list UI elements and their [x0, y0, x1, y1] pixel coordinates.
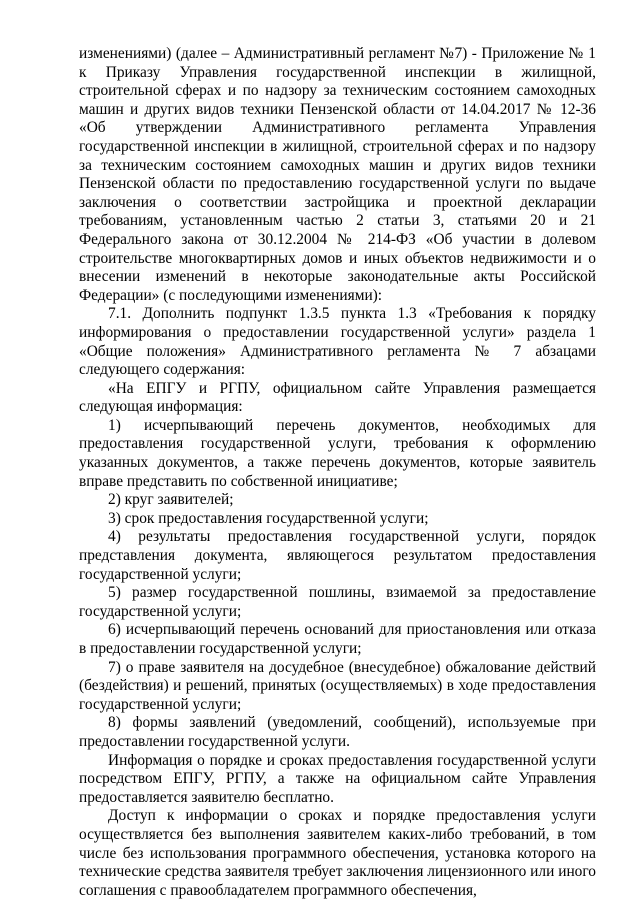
list-item-1: 1) исчерпывающий перечень документов, необходимых для предоставления государственной услуги, требования к оформлению указанных документов, а также перечень документов, которые заявитель вправе представить по собственной инициативе; — [79, 416, 596, 490]
list-item-8: 8) формы заявлений (уведомлений, сообщений), используемые при предоставлении государственной услуги. — [79, 714, 596, 750]
list-item-7: 7) о праве заявителя на досудебное (внесудебное) обжалование действий (бездействия) и решений, принятых (осуществляемых) в ходе предоставления государственной услуги; — [79, 658, 596, 713]
paragraph-access: Доступ к информации о сроках и порядке предоставления услуги осуществляется без выполнения заявителем каких-либо требований, в том числе без использования программного обеспечения, установка которого на технические средства заявителя требует заключения лицензионного или иного соглашения с правообладателем программного обеспечения, — [79, 807, 596, 899]
paragraph-7-1: 7.1. Дополнить подпункт 1.3.5 пункта 1.3 «Требования к порядку информирования о предоставлении государственной услуги» раздела 1 «Общие положения» Административного регламента № 7 абзацами следующего содержания: — [79, 305, 596, 379]
list-item-2: 2) круг заявителей; — [108, 491, 234, 509]
list-item-6: 6) исчерпывающий перечень оснований для приостановления или отказа в предоставлении государственной услуги; — [79, 621, 596, 657]
paragraph-intro: изменениями) (далее – Административный регламент №7) - Приложение № 1 к Приказу Управления государственной инспекции в жилищной, строительной сферах и по надзору за техническим состоянием самоходных машин и других видов техники Пензенской области от 14.04.2017 № 12-36 «Об утверждении Административного регламента Управления государственной инспекции в жилищной, строительной сферах и по надзору за техническим состоянием самоходных машин и других видов техники Пензенской области по предоставлению государственной услуги по выдаче заключения о соответствии застройщика и проектной декларации требованиям, установленным частью 2 статьи 3, статьями 20 и 21 Федерального закона от 30.12.2004 № 214-ФЗ «Об участии в долевом строительстве многоквартирных домов и иных объектов недвижимости и о внесении изменений в некоторые законодательные акты Российской Федерации» (с последующими изменениями): — [79, 45, 596, 304]
paragraph-info: Информация о порядке и сроках предоставления государственной услуги посредством ЕПГУ, РГПУ, а также на официальном сайте Управления предоставляется заявителю бесплатно. — [79, 751, 596, 806]
list-item-5: 5) размер государственной пошлины, взимаемой за предоставление государственной услуги; — [79, 584, 596, 620]
document-page — [79, 45, 596, 900]
list-item-4: 4) результаты предоставления государственной услуги, порядок представления документа, являющегося результатом предоставления государственной услуги; — [79, 528, 596, 583]
list-item-3: 3) срок предоставления государственной услуги; — [108, 509, 429, 527]
paragraph-quote-start: «На ЕПГУ и РГПУ, официальном сайте Управления размещается следующая информация: — [79, 379, 596, 416]
